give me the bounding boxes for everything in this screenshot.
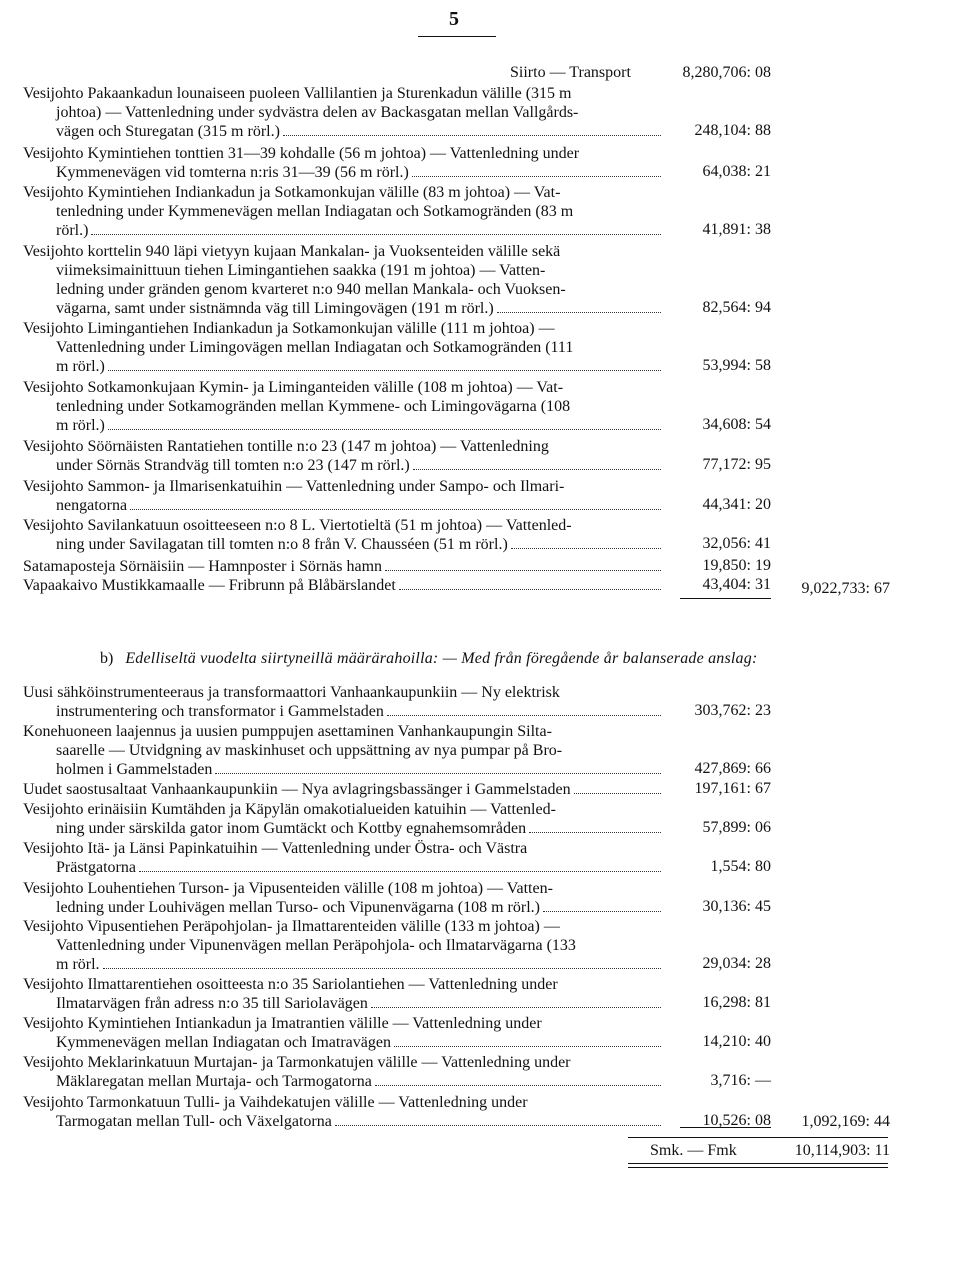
entry-amount: 3,716: — [710,1072,771,1089]
entry-amount: 29,034: 28 [702,955,771,972]
entry-text: Uudet saostusaltaat Vanhaankaupunkiin — Nya avlagringsbassänger i Gammelstaden [23,781,571,798]
entry-text: Mäklaregatan mellan Murtaja- och Tarmogatorna [56,1073,372,1090]
entry-amount: 19,850: 19 [702,557,771,574]
grand-total-label: Smk. — Fmk [650,1142,737,1159]
leader-dots [375,1072,661,1086]
entry-amount: 41,891: 38 [702,221,771,238]
entry-text: ning under Savilagatan till tomten n:o 8 från V. Chausséen (51 m rörl.) [56,536,508,553]
entry-amount: 44,341: 20 [702,496,771,513]
entry-line [23,516,663,535]
entry-line [23,437,663,456]
entry-line [23,1093,663,1112]
leader-dots [91,221,661,235]
ledger-entry [23,183,663,240]
entry-line [23,760,663,779]
header-rule [418,36,496,37]
grand-total-double-rule-1 [628,1163,888,1164]
entry-line [23,955,663,974]
entry-line [23,1033,663,1052]
leader-dots [387,702,661,716]
entry-amount: 248,104: 88 [694,122,771,139]
leader-dots [215,760,661,774]
ledger-entry [23,780,663,799]
entry-amount: 82,564: 94 [702,299,771,316]
entry-amount: 30,136: 45 [702,898,771,915]
ledger-entry [23,839,663,877]
entry-text: Vesijohto Vipusentiehen Peräpohjolan- ja Ilmattarenteiden välille (133 m johtoa) — [23,918,560,935]
leader-dots [108,416,661,430]
ledger-entry [23,378,663,435]
entry-text: Vattenledning under Vipunenvägen mellan Peräpohjola- och Ilmatarvägarna (133 [56,937,576,954]
leader-dots [335,1112,661,1126]
ledger-entry [23,84,663,141]
leader-dots [385,557,661,571]
leader-dots [283,122,661,136]
section-a-subtotal-rule [680,598,771,599]
entry-line [23,416,663,435]
entry-text: ledning under gränden genom kvarteret n:o 940 mellan Mankala- och Vuoksen- [56,281,566,298]
entry-line [23,557,663,576]
page-number: 5 [449,8,459,30]
entry-text: m rörl.) [56,358,105,375]
entry-amount: 64,038: 21 [702,163,771,180]
entry-line [23,722,663,741]
entry-text: Vesijohto erinäisiin Kumtähden ja Käpylän omakotialueiden katuihin — Vattenled- [23,801,556,818]
leader-dots [108,357,661,371]
entry-text: Vesijohto Louhentiehen Turson- ja Vipusenteiden välille (108 m johtoa) — Vatten- [23,880,553,897]
ledger-entry [23,516,663,554]
entry-line [23,917,663,936]
entry-text: Vesijohto korttelin 940 läpi vietyyn kujaan Mankalan- ja Vuoksenteiden välille sekä [23,243,561,260]
section-b-title: Edelliseltä vuodelta siirtyneillä määrärahoilla: — Med från föregående år balanserade anslag: [125,650,758,667]
entry-text: tenledning under Kymmenevägen mellan Indiagatan och Sotkamogränden (83 m [56,203,574,220]
ledger-entry [23,557,663,576]
ledger-entry [23,975,663,1013]
entry-line [23,261,663,280]
entry-line [23,994,663,1013]
grand-total-rule [628,1137,888,1138]
entry-text: Prästgatorna [56,859,136,876]
entry-line [23,378,663,397]
ledger-entry [23,437,663,475]
entry-text: Vesijohto Sotkamonkujaan Kymin- ja Liminganteiden välille (108 m johtoa) — Vat- [23,379,564,396]
entry-text: Vesijohto Pakaankadun lounaiseen puoleen Vallilantien ja Sturenkadun välille (315 m [23,85,572,102]
entry-amount: 197,161: 67 [694,780,771,797]
entry-line [23,103,663,122]
entry-text: Vapaakaivo Mustikkamaalle — Fribrunn på Blåbärslandet [23,577,396,594]
entry-line [23,496,663,515]
entry-line [23,242,663,261]
entry-amount: 53,994: 58 [702,357,771,374]
entry-text: Vesijohto Tarmonkatuun Tulli- ja Vaihdekatujen välille — Vattenledning under [23,1094,528,1111]
entry-text: nengatorna [56,497,128,514]
entry-line [23,576,663,595]
ledger-entry [23,144,663,182]
entry-line [23,456,663,475]
entry-text: viimeksimainittuun tiehen Limingantiehen saakka (191 m johtoa) — Vatten- [56,262,546,279]
entry-text: holmen i Gammelstaden [56,761,213,778]
entry-line [23,535,663,554]
entry-line [23,1053,663,1072]
entry-text: Vesijohto Meklarinkatuun Murtajan- ja Tarmonkatujen välille — Vattenledning under [23,1054,571,1071]
entry-line [23,780,663,799]
entry-amount: 77,172: 95 [702,456,771,473]
leader-dots [139,858,661,872]
ledger-entry [23,917,663,974]
entry-text: Vesijohto Kymintiehen Indiankadun ja Sotkamonkujan välille (83 m johtoa) — Vat- [23,184,561,201]
entry-text: Satamaposteja Sörnäisiin — Hamnposter i Sörnäs hamn [23,558,383,575]
entry-text: Vesijohto Limingantiehen Indiankadun ja Sotkamonkujan välille (111 m johtoa) — [23,320,555,337]
entry-amount: 303,762: 23 [694,702,771,719]
entry-text: Kymmenevägen vid tomterna n:ris 31—39 (56 m rörl.) [56,164,409,181]
entry-amount: 34,608: 54 [702,416,771,433]
entry-amount: 427,869: 66 [694,760,771,777]
entry-text: ledning under Louhivägen mellan Turso- och Vipunenvägarna (108 m rörl.) [56,899,540,916]
section-b-total: 1,092,169: 44 [801,1113,890,1130]
entry-amount: 10,526: 08 [702,1112,771,1129]
entry-line [23,741,663,760]
entry-text: Vesijohto Kymintiehen Intiankadun ja Imatrantien välille — Vattenledning under [23,1015,542,1032]
ledger-entry [23,683,663,721]
entry-line [23,1112,663,1131]
leader-dots [399,576,661,590]
entry-line [23,800,663,819]
entry-line [23,839,663,858]
entry-line [23,122,663,141]
leader-dots [103,955,661,969]
entry-text: saarelle — Utvidgning av maskinhuset och uppsättning av nya pumpar på Bro- [56,742,563,759]
entry-line [23,280,663,299]
entry-line [23,936,663,955]
entry-text: Vesijohto Ilmattarentiehen osoitteesta n:o 35 Sariolantiehen — Vattenledning under [23,976,558,993]
ledger-entry [23,576,663,595]
ledger-entry [23,477,663,515]
entry-line [23,183,663,202]
section-b-heading [100,650,758,668]
ledger-entry [23,722,663,779]
ledger-entry [23,319,663,376]
entry-text: Vesijohto Itä- ja Länsi Papinkatuihin — Vattenledning under Östra- och Västra [23,840,528,857]
entry-text: vägarna, samt under sistnämnda väg till Limingovägen (191 m rörl.) [56,300,494,317]
ledger-entry [23,800,663,838]
leader-dots [130,496,661,510]
entry-text: rörl.) [56,222,89,239]
entry-line [23,299,663,318]
entry-line [23,1014,663,1033]
entry-line [23,319,663,338]
entry-line [23,702,663,721]
entry-line [23,683,663,702]
entry-text: vägen och Sturegatan (315 m rörl.) [56,123,280,140]
entry-line [23,221,663,240]
leader-dots [371,994,661,1008]
leader-dots [412,163,661,177]
entry-text: m rörl. [56,956,100,973]
entry-text: Uusi sähköinstrumenteeraus ja transformaattori Vanhaankaupunkiin — Ny elektrisk [23,684,560,701]
entry-text: Vesijohto Savilankatuun osoitteeseen n:o 8 L. Viertotieltä (51 m johtoa) — Vattenled- [23,517,572,534]
entry-line [23,975,663,994]
entry-amount: 14,210: 40 [702,1033,771,1050]
entry-text: Kymmenevägen mellan Indiagatan och Imatravägen [56,1034,391,1051]
entry-line [23,357,663,376]
ledger-entry [23,242,663,318]
grand-total-double-rule-2 [628,1167,888,1168]
entry-line [23,144,663,163]
ledger-entry [23,1053,663,1091]
entry-text: Konehuoneen laajennus ja uusien pumppujen asettaminen Vanhankaupungin Silta- [23,723,552,740]
entry-amount: 43,404: 31 [702,576,771,593]
entry-text: Vesijohto Söörnäisten Rantatiehen tontille n:o 23 (147 m johtoa) — Vattenledning [23,438,549,455]
entry-line [23,84,663,103]
leader-dots [394,1033,661,1047]
entry-line [23,898,663,917]
entry-text: tenledning under Sotkamogränden mellan Kymmene- och Limingovägarna (108 [56,398,571,415]
entry-line [23,858,663,877]
entry-line [23,477,663,496]
entry-text: johtoa) — Vattenledning under sydvästra delen av Backasgatan mellan Vallgårds- [56,104,579,121]
ledger-entry [23,879,663,917]
grand-total-amount: 10,114,903: 11 [794,1142,890,1159]
entry-amount: 32,056: 41 [702,535,771,552]
entry-text: ning under särskilda gator inom Gumtäckt och Kottby egnahemsområden [56,820,527,837]
entry-line [23,397,663,416]
entry-amount: 1,554: 80 [710,858,771,875]
entry-text: Vesijohto Kymintiehen tonttien 31—39 kohdalle (56 m johtoa) — Vattenledning under [23,145,580,162]
section-a-total: 9,022,733: 67 [801,580,890,597]
transfer-label: Siirto — Transport [510,64,631,81]
entry-text: Vesijohto Sammon- ja Ilmarisenkatuihin — Vattenledning under Sampo- och Ilmari- [23,478,565,495]
entry-line [23,1072,663,1091]
entry-text: instrumentering och transformator i Gammelstaden [56,703,384,720]
leader-dots [413,456,661,470]
entry-line [23,879,663,898]
entry-amount: 57,899: 06 [702,819,771,836]
entry-line [23,202,663,221]
entry-text: Ilmatarvägen från adress n:o 35 till Sariolavägen [56,995,368,1012]
transfer-amount: 8,280,706: 08 [682,64,771,81]
entry-text: Tarmogatan mellan Tull- och Växelgatorna [56,1113,332,1130]
entry-line [23,338,663,357]
entry-line [23,163,663,182]
entry-line [23,819,663,838]
section-b-label: b) [100,650,114,667]
entry-text: m rörl.) [56,417,105,434]
entry-amount: 16,298: 81 [702,994,771,1011]
entry-text: under Sörnäs Strandväg till tomten n:o 23 (147 m rörl.) [56,457,410,474]
entry-text: Vattenledning under Limingovägen mellan Indiagatan och Sotkamogränden (111 [56,339,574,356]
ledger-entry [23,1014,663,1052]
ledger-entry [23,1093,663,1131]
